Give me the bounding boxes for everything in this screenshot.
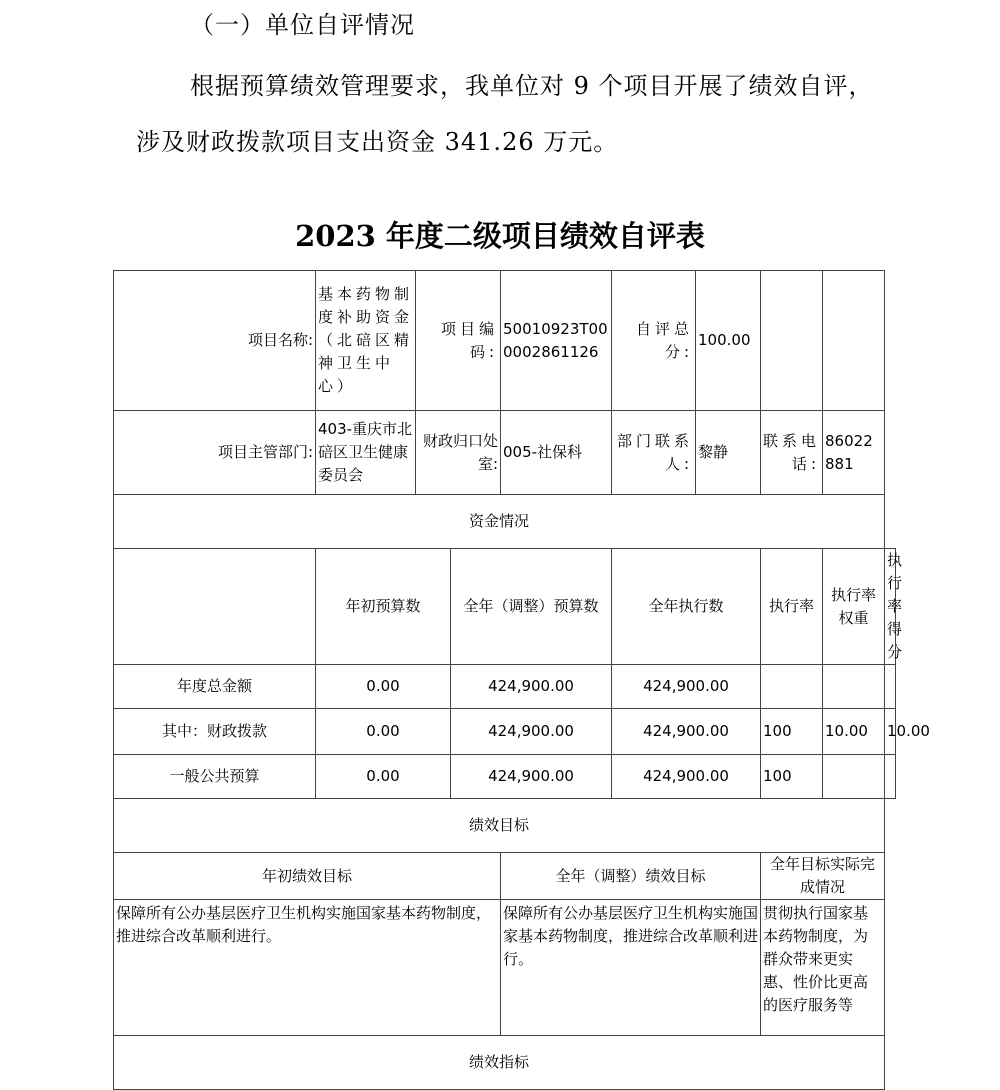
empty-cell [114,549,316,665]
finance-office-value: 005-社保科 [501,411,612,495]
funds-adjusted: 424,900.00 [451,709,612,755]
table-row [114,665,896,709]
table-row [114,709,896,755]
project-code-label: 项目编码: [416,271,501,411]
funds-executed: 424,900.00 [612,755,761,799]
phone-label: 联系电话: [761,411,823,495]
header-executed: 全年执行数 [612,549,761,665]
funds-weight [823,665,885,709]
funds-adjusted: 424,900.00 [451,665,612,709]
initial-goal-text: 保障所有公办基层医疗卫生机构实施国家基本药物制度，推进综合改革顺利进行。 [114,900,501,1036]
table-row-goals-section [114,799,896,853]
contact-value: 黎静 [696,411,761,495]
header-adjusted-goal: 全年（调整）绩效目标 [501,853,761,900]
adjusted-goal-text: 保障所有公办基层医疗卫生机构实施国家基本药物制度，推进综合改革顺利进行。 [501,900,761,1036]
header-exec-rate: 执行率 [761,549,823,665]
table-row-indicators-section [114,1036,896,1090]
dept-value: 403-重庆市北碚区卫生健康委员会 [316,411,416,495]
funds-score [885,755,896,799]
table-row-funds-section [114,495,896,549]
header-adjusted-budget: 全年（调整）预算数 [451,549,612,665]
funds-executed: 424,900.00 [612,709,761,755]
funds-weight: 10.00 [823,709,885,755]
indicators-section-label: 绩效指标 [114,1036,885,1090]
funds-initial: 0.00 [316,709,451,755]
funds-rate: 100 [761,709,823,755]
project-name-label: 项目名称: [114,271,316,411]
header-exec-weight: 执行率权重 [823,549,885,665]
funds-initial: 0.00 [316,755,451,799]
funds-score [885,665,896,709]
funds-section-label: 资金情况 [114,495,885,549]
project-code-value: 50010923T000002861126 [501,271,612,411]
intro-paragraph [136,58,916,170]
phone-value: 86022881 [823,411,885,495]
table-row [114,755,896,799]
table-row-funds-headers [114,549,896,665]
goals-section-label: 绩效目标 [114,799,885,853]
self-score-label: 自评总分: [612,271,696,411]
funds-row-label: 年度总金额 [114,665,316,709]
table-row-goals-content [114,900,896,1036]
intro-line-1: 根据预算绩效管理要求，我单位对 9 个项目开展了绩效自评， [190,72,874,100]
finance-office-label: 财政归口处室: [416,411,501,495]
funds-rate [761,665,823,709]
funds-executed: 424,900.00 [612,665,761,709]
funds-row-label: 一般公共预算 [114,755,316,799]
contact-label: 部门联系人: [612,411,696,495]
actual-completion-text: 贯彻执行国家基本药物制度，为群众带来更实惠、性价比更高的医疗服务等 [761,900,885,1036]
funds-rate: 100 [761,755,823,799]
dept-label: 项目主管部门: [114,411,316,495]
table-row-project [114,271,896,411]
funds-score: 10.00 [885,709,896,755]
self-score-value: 100.00 [696,271,761,411]
funds-row-label: 其中：财政拨款 [114,709,316,755]
intro-line-2: 涉及财政拨款项目支出资金 341.26 万元。 [136,128,619,156]
table-row-goals-headers [114,853,896,900]
table-row-department [114,411,896,495]
header-actual-completion: 全年目标实际完成情况 [761,853,885,900]
funds-adjusted: 424,900.00 [451,755,612,799]
section-heading: （一）单位自评情况 [190,11,415,39]
header-initial-budget: 年初预算数 [316,549,451,665]
evaluation-table [113,270,930,1090]
table-title: 2023 年度二级项目绩效自评表 [295,219,705,253]
project-name-value: 基本药物制度补助资金（北碚区精神卫生中心） [316,271,416,411]
header-initial-goal: 年初绩效目标 [114,853,501,900]
funds-weight [823,755,885,799]
funds-initial: 0.00 [316,665,451,709]
empty-cell [823,271,885,411]
header-exec-score: 执行率得分 [885,549,896,665]
empty-cell [761,271,823,411]
